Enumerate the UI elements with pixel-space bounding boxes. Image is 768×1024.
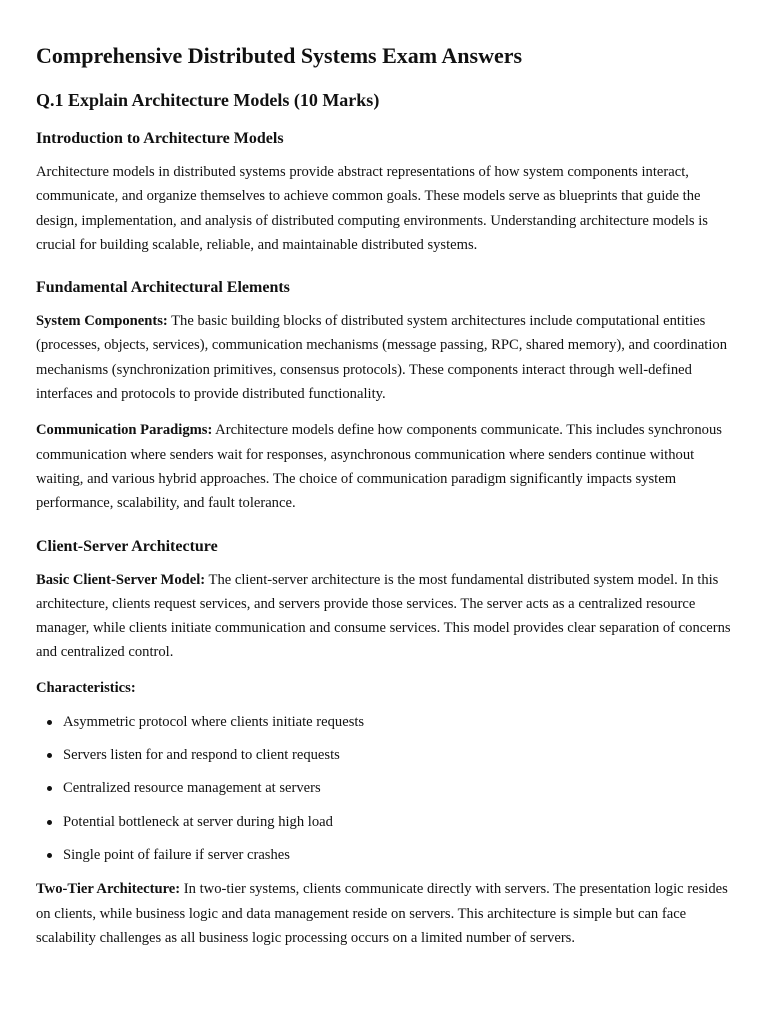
list-item bbox=[36, 844, 738, 866]
list-item bbox=[36, 777, 738, 799]
communication-paradigms-body: Architecture models define how components communicate. This includes synchronous communication where senders wait for responses, asynchronous communication where senders continue without waiting, and various hybrid approaches. The choice of communication paradigm significantly impacts system performance, scalability, and fault tolerance. bbox=[36, 422, 722, 512]
intro-paragraph: Architecture models in distributed systems provide abstract representations of how system components interact, communicate, and organize themselves to achieve common goals. These models serve as blueprints that guide the design, implementation, and analysis of distributed computing environments. Understanding architecture models is crucial for building scalable, reliable, and maintainable distributed systems. bbox=[36, 164, 708, 253]
list-item-text: Asymmetric protocol where clients initiate requests bbox=[63, 713, 365, 730]
list-item-text: Servers listen for and respond to client requests bbox=[63, 747, 340, 764]
list-item-text: Potential bottleneck at server during high load bbox=[63, 813, 333, 830]
bullet-icon bbox=[47, 786, 52, 791]
client-server-heading: Client-Server Architecture bbox=[36, 537, 218, 555]
bullet-icon bbox=[47, 720, 52, 725]
list-item bbox=[36, 744, 738, 766]
characteristics-list bbox=[36, 711, 738, 866]
bullet-icon bbox=[47, 820, 52, 825]
bullet-icon bbox=[47, 753, 52, 758]
list-item-text: Single point of failure if server crashes bbox=[63, 846, 290, 863]
question-heading: Q.1 Explain Architecture Models (10 Marks) bbox=[36, 90, 380, 110]
system-components-paragraph bbox=[36, 309, 738, 406]
communication-paradigms-lead: Communication Paradigms: bbox=[36, 422, 213, 439]
communication-paradigms-paragraph bbox=[36, 418, 738, 515]
basic-model-body: The client-server architecture is the most fundamental distributed system model. In this architecture, clients request services, and servers provide those services. The server acts as a centralized resource manager, while clients initiate communication and consume services. This model provides clear separation of concerns and centralized control. bbox=[36, 571, 731, 661]
document-title: Comprehensive Distributed Systems Exam Answers bbox=[36, 43, 523, 68]
list-item bbox=[36, 711, 738, 733]
system-components-lead: System Components: bbox=[36, 313, 168, 330]
two-tier-body: In two-tier systems, clients communicate directly with servers. The presentation logic resides on clients, while business logic and data management reside on servers. This architecture is simple but can face scalability challenges as all business logic processing occurs on a limited number of servers. bbox=[36, 881, 728, 946]
list-item-text: Centralized resource management at servers bbox=[63, 780, 321, 797]
list-item bbox=[36, 811, 738, 833]
fundamental-heading: Fundamental Architectural Elements bbox=[36, 279, 290, 297]
basic-model-paragraph bbox=[36, 568, 738, 665]
system-components-body: The basic building blocks of distributed system architectures include computational entities (processes, objects, services), communication mechanisms (message passing, RPC, shared memory), and coordination mechanisms (synchronization primitives, consensus protocols). These components interact through well-defined interfaces and protocols to provide distributed functionality. bbox=[36, 313, 728, 403]
intro-heading: Introduction to Architecture Models bbox=[36, 130, 284, 147]
two-tier-lead: Two-Tier Architecture: bbox=[36, 881, 181, 898]
basic-model-lead: Basic Client-Server Model: bbox=[36, 571, 206, 588]
bullet-icon bbox=[47, 853, 52, 858]
two-tier-paragraph bbox=[36, 877, 738, 950]
characteristics-heading: Characteristics: bbox=[36, 679, 136, 696]
